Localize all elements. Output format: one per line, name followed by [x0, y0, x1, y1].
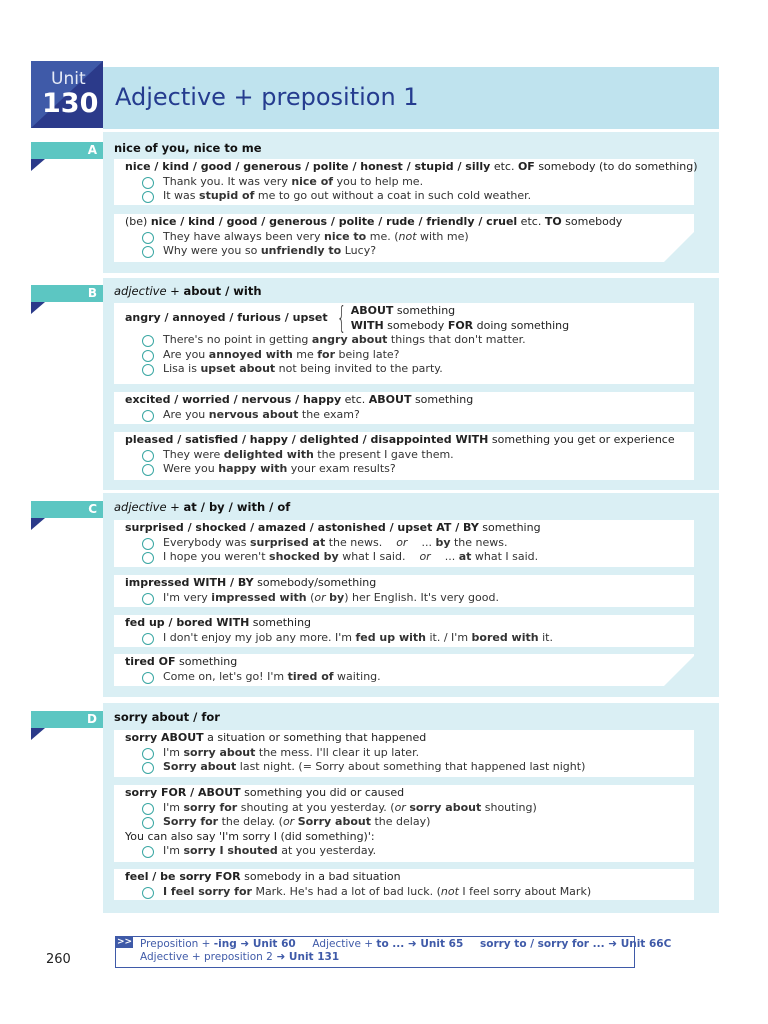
section-heading: nice of you, nice to me [114, 141, 262, 155]
section-b [103, 278, 719, 490]
example-item: Are you annoyed with me for being late? [125, 348, 694, 363]
unit-number: 130 [42, 88, 99, 119]
example-item: I feel sorry for Mark. He's had a lot of bad luck. (not I feel sorry about Mark) [125, 885, 694, 900]
example-item: It was stupid of me to go out without a coat in such cold weather. [125, 189, 694, 204]
section-heading: sorry about / for [114, 710, 220, 724]
section-d [103, 703, 719, 913]
section-tab-c: C [31, 501, 103, 518]
example-item: Why were you so unfriendly to Lucy? [125, 244, 694, 259]
rule-card: excited / worried / nervous / happy etc. ABOUT something Are you nervous about the exam? [114, 392, 694, 424]
section-tab-b: B [31, 285, 103, 302]
example-item: I hope you weren't shocked by what I said. or ... at what I said. [125, 550, 694, 565]
example-item: Were you happy with your exam results? [125, 462, 694, 477]
rule-card: sorry ABOUT a situation or something that happened I'm sorry about the mess. I'll clear it up later. Sorry about last night. (= Sorry about something that happened last night) [114, 730, 694, 777]
example-item: Lisa is upset about not being invited to the party. [125, 362, 694, 377]
example-item: I'm sorry about the mess. I'll clear it up later. [125, 746, 694, 761]
section-c [103, 493, 719, 697]
section-heading: adjective + at / by / with / of [114, 500, 291, 514]
example-item: I'm very impressed with (or by) her English. It's very good. [125, 591, 694, 606]
rule-card: sorry FOR / ABOUT something you did or caused I'm sorry for shouting at you yesterday. (or sorry about shouting) Sorry for the delay. (or Sorry about the delay) You can also say 'I'm sorry I (did something)': I'm sorry I shouted at you yesterday. [114, 785, 694, 862]
rule-card: pleased / satisfied / happy / delighted / disappointed WITH something you get or experience They were delighted with the present I gave them. Were you happy with your exam results? [114, 432, 694, 480]
tab-corner [31, 518, 45, 530]
double-arrow-icon: >> [116, 937, 133, 947]
example-item: Are you nervous about the exam? [125, 408, 694, 423]
tab-corner [31, 728, 45, 740]
section-tab-a: A [31, 142, 103, 159]
example-item: They have always been very nice to me. (not with me) [125, 230, 694, 245]
example-item: Sorry for the delay. (or Sorry about the delay) [125, 815, 694, 830]
example-item: Sorry about last night. (= Sorry about something that happened last night) [125, 760, 694, 775]
crossref-link[interactable]: sorry to / sorry for ... ➜ Unit 66C [479, 938, 672, 950]
example-item: Everybody was surprised at the news. or ... by the news. [125, 536, 694, 551]
page-title: Adjective + preposition 1 [115, 83, 419, 111]
tab-corner [31, 159, 45, 171]
unit-word: Unit [51, 69, 86, 89]
rule-card: tired OF something Come on, let's go! I'm tired of waiting. [114, 654, 694, 686]
example-item: Thank you. It was very nice of you to help me. [125, 175, 694, 190]
rule-card: feel / be sorry FOR somebody in a bad situation I feel sorry for Mark. He's had a lot of bad luck. (not I feel sorry about Mark) [114, 869, 694, 900]
rule-card: fed up / bored WITH something I don't enjoy my job any more. I'm fed up with it. / I'm bored with it. [114, 615, 694, 647]
section-tab-d: D [31, 711, 103, 728]
rule-card: (be) nice / kind / good / generous / polite / rude / friendly / cruel etc. TO somebody They have always been very nice to me. (not with me) Why were you so unfriendly to Lucy? [114, 214, 694, 262]
rule-card: nice / kind / good / generous / polite / honest / stupid / silly etc. OF somebody (to do something) Thank you. It was very nice of you to help me. It was stupid of me to go out without a coat in such cold weather. [114, 159, 694, 205]
example-item: There's no point in getting angry about things that don't matter. [125, 333, 694, 348]
cross-reference-box [115, 936, 672, 968]
note-text: You can also say 'I'm sorry I (did something)': [125, 829, 375, 843]
rule-card: angry / annoyed / furious / upset { ABOUT something WITH somebody FOR doing something There's no point in getting angry about things that don't matter. Are you annoyed with me for being late? Lisa is upset about not being invited to the party. [114, 303, 694, 384]
rule-card: impressed WITH / BY somebody/something I'm very impressed with (or by) her English. It's very good. [114, 575, 694, 607]
page-number: 260 [46, 952, 71, 967]
crossref-link[interactable]: Adjective + preposition 2 ➜ Unit 131 [140, 951, 340, 963]
rule-card: surprised / shocked / amazed / astonished / upset AT / BY something Everybody was surprised at the news. or ... by the news. I hope you weren't shocked by what I said. or ... at what I said. [114, 520, 694, 567]
tab-corner [31, 302, 45, 314]
example-item: They were delighted with the present I gave them. [125, 448, 694, 463]
example-item: I'm sorry I shouted at you yesterday. [125, 844, 694, 859]
title-bar [103, 67, 719, 129]
example-item: I'm sorry for shouting at you yesterday. (or sorry about shouting) [125, 801, 694, 816]
example-item: Come on, let's go! I'm tired of waiting. [125, 670, 694, 685]
crossref-link[interactable]: Preposition + -ing ➜ Unit 60 [140, 938, 296, 950]
section-a [103, 132, 719, 273]
unit-badge [31, 61, 103, 128]
example-item: I don't enjoy my job any more. I'm fed up with it. / I'm bored with it. [125, 631, 694, 646]
crossref-link[interactable]: Adjective + to ... ➜ Unit 65 [312, 938, 464, 950]
brace-icon: { [336, 300, 346, 336]
section-heading: adjective + about / with [114, 284, 262, 298]
